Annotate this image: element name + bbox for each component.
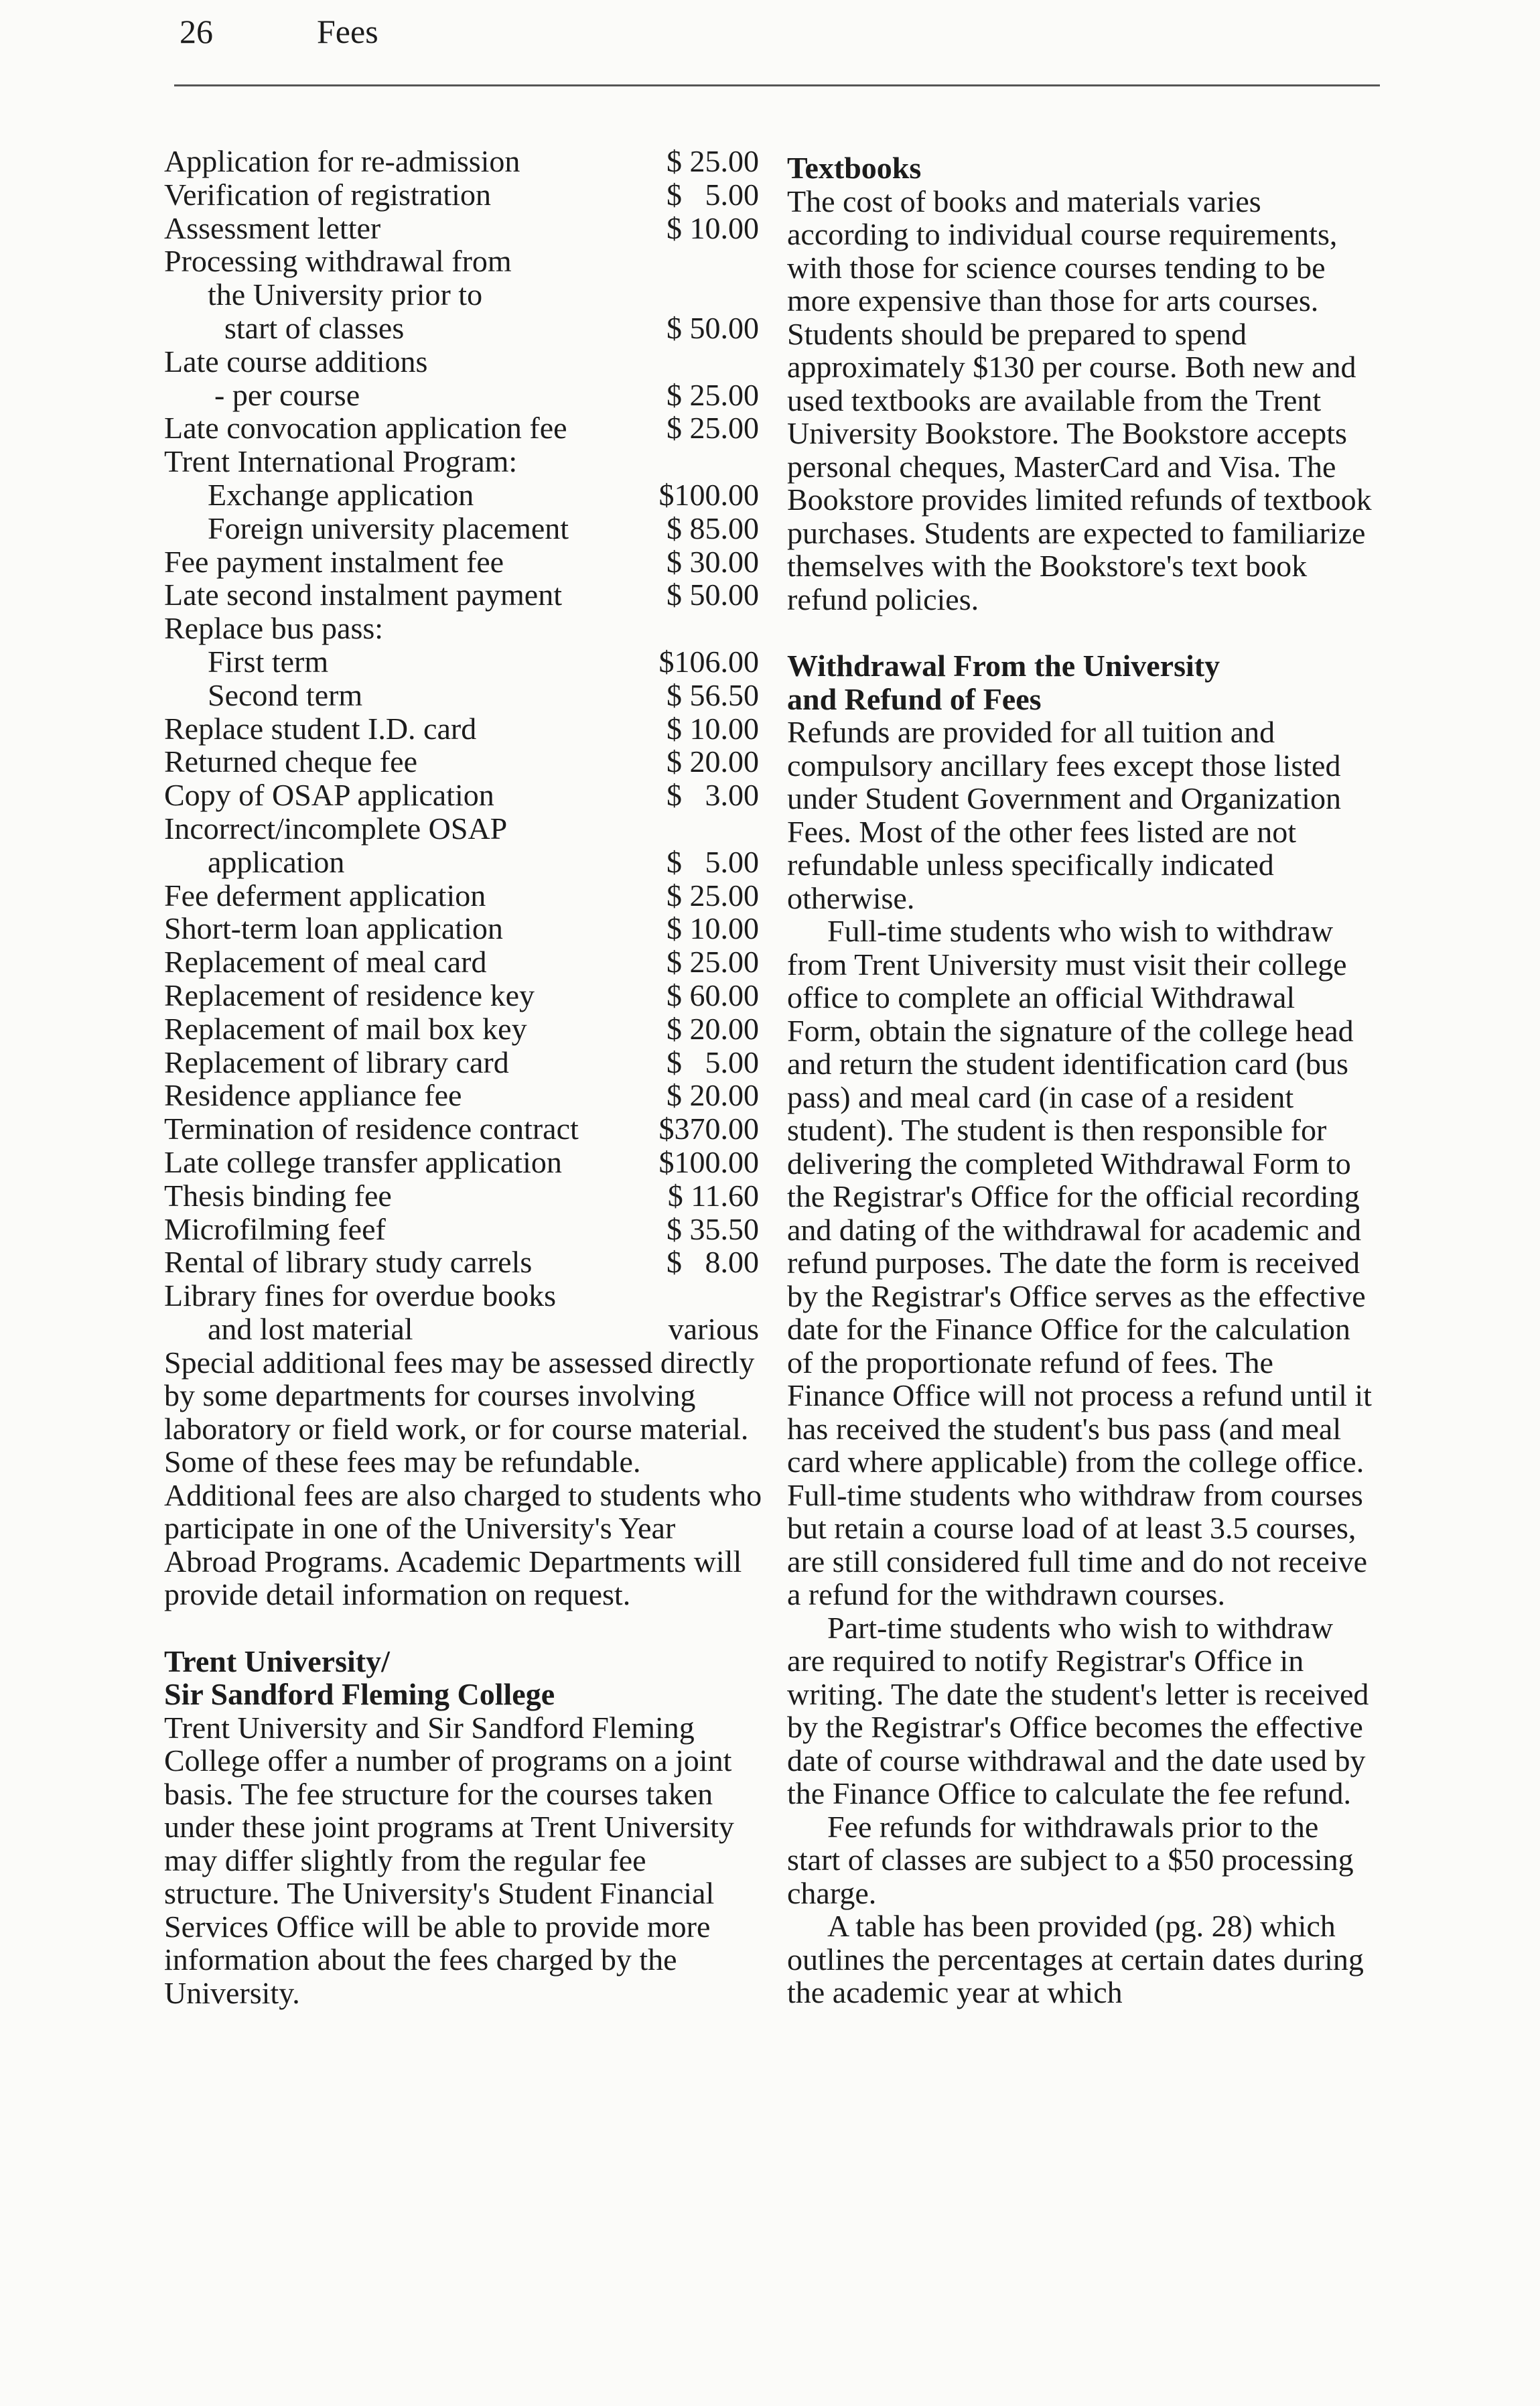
fee-row [164, 445, 767, 478]
fee-row [164, 1246, 767, 1279]
fee-label: Processing withdrawal from [164, 244, 512, 279]
fee-row [164, 679, 767, 712]
fee-label: Second term [208, 677, 363, 712]
fee-label: Fee payment instalment fee [164, 544, 504, 579]
fee-label: - per course [214, 377, 360, 412]
withdrawal-heading-line1: Withdrawal From the University [787, 649, 1220, 683]
joint-programs-paragraph: Trent University and Sir Sandford Fleming College offer a number of programs on a joint basis. The fee structure for the courses taken under these joint programs at Trent University may differ slightly from the regular fee structure. The University's Student Financial Services Office will be able to provide more information about the fees charged by the University. [164, 1710, 734, 2010]
fee-amount: $100.00 [658, 1144, 759, 1179]
fee-row [164, 1046, 767, 1079]
special-fees-paragraph: Special additional fees may be assessed directly by some departments for courses involving laboratory or field work, or for course material. Some of these fees may be refundable. Additional fees are also charged to students who participate in one of the University's Year Abroad Programs. Academic Departments will provide detail information on request. [164, 1345, 762, 1612]
fee-row [164, 345, 767, 379]
fee-label: Rental of library study carrels [164, 1245, 533, 1280]
running-head: Fees [317, 13, 378, 50]
fee-row [164, 512, 767, 545]
fee-row [164, 846, 767, 879]
fee-list [164, 145, 767, 1346]
fee-amount: $ 5.00 [667, 177, 759, 212]
fee-label: Verification of registration [164, 177, 491, 212]
withdrawal-paragraph-2: Full-time students who wish to withdraw from Trent University must visit their college office to complete an official Withdrawal Form, obtain the signature of the college head and return the student identification card (bus pass) and meal card (in case of a resident student). The student is then responsible for delivering the completed Withdrawal Form to the Registrar's Office for the official recording and dating of the withdrawal for academic and refund purposes. The date the form is received by the Registrar's Office serves as the effective date for the Finance Office for the calculation of the proportionate refund of fees. The Finance Office will not process a refund until it has received the student's bus pass (and meal card where applicable) from the college office. Full-time students who withdraw from courses but retain a course load of at least 3.5 courses, are still considered full time and do not receive a refund for the withdrawn courses. [787, 914, 1372, 1611]
fee-amount: $ 5.00 [667, 844, 759, 879]
joint-heading-line1: Trent University/ [164, 1644, 390, 1678]
fee-amount: $ 25.00 [667, 878, 759, 913]
withdrawal-heading-line2: and Refund of Fees [787, 681, 1042, 716]
fee-row [164, 879, 767, 913]
fee-amount: $ 25.00 [667, 377, 759, 412]
fee-row [164, 212, 767, 245]
fee-row [164, 945, 767, 979]
fee-label: application [208, 844, 345, 879]
left-column [164, 145, 767, 2009]
fee-row [164, 245, 767, 278]
fee-amount: $ 25.00 [667, 945, 759, 980]
withdrawal-paragraph-1: Refunds are provided for all tuition and compulsory ancillary fees except those listed under Student Government and Organization Fees. Most of the other fees listed are not refundable unless specifically indicated otherwise. [787, 715, 1341, 915]
fee-amount: $ 8.00 [667, 1245, 759, 1280]
fee-amount: $370.00 [658, 1112, 759, 1146]
fee-label: Copy of OSAP application [164, 778, 494, 813]
fee-amount: $ 50.00 [667, 578, 759, 612]
textbooks-heading: Textbooks [787, 151, 922, 185]
header-rule [174, 84, 1380, 86]
fee-row [164, 411, 767, 445]
fee-label: and lost material [208, 1311, 413, 1346]
fee-row [164, 1112, 767, 1146]
fee-amount: $ 20.00 [667, 744, 759, 779]
fee-label: Late course additions [164, 344, 428, 379]
fee-label: Application for re-admission [164, 144, 520, 178]
withdrawal-paragraph-3: Part-time students who wish to withdraw are required to notify Registrar's Office in writing. The date the student's letter is received by the Registrar's Office becomes the effective date of course withdrawal and the date used by the Finance Office to calculate the fee refund. [787, 1610, 1369, 1810]
fee-row [164, 779, 767, 812]
fee-row [164, 1179, 767, 1213]
fee-label: Replacement of residence key [164, 978, 535, 1012]
fee-label: Replace bus pass: [164, 611, 384, 646]
fee-row [164, 712, 767, 746]
fee-label: Replace student I.D. card [164, 711, 477, 746]
fee-label: Incorrect/incomplete OSAP [164, 811, 508, 846]
fee-label: start of classes [224, 310, 405, 345]
fee-row [164, 145, 767, 178]
fee-amount: $ 85.00 [667, 511, 759, 545]
fee-label: Late second instalment payment [164, 578, 562, 612]
fee-amount: $ 35.50 [667, 1211, 759, 1246]
fee-amount: $ 50.00 [667, 310, 759, 345]
fee-amount: $ 10.00 [667, 911, 759, 946]
fee-row [164, 645, 767, 679]
fee-label: First term [208, 644, 329, 679]
fee-row [164, 912, 767, 945]
fee-amount: $ 25.00 [667, 411, 759, 446]
page-number: 26 [180, 13, 213, 50]
fee-label: Foreign university placement [208, 511, 569, 545]
right-column [787, 151, 1377, 2009]
fee-label: Fee deferment application [164, 878, 486, 913]
fee-row [164, 1079, 767, 1112]
fee-row [164, 612, 767, 645]
textbooks-paragraph: The cost of books and materials varies according to individual course requirements, with those for science courses tending to be more expensive than those for arts courses. Students should be prepared to spend approximately $130 per course. Both new and used textbooks are available from the Trent University Bookstore. The Bookstore accepts personal cheques, MasterCard and Visa. The Bookstore provides limited refunds of textbook purchases. Students are expected to familiarize themselves with the Bookstore's text book refund policies. [787, 184, 1372, 616]
fee-amount: $ 11.60 [667, 1178, 759, 1213]
fee-label: Library fines for overdue books [164, 1278, 557, 1313]
withdrawal-paragraph-4: Fee refunds for withdrawals prior to the start of classes are subject to a $50 processing charge. [787, 1809, 1354, 1910]
fee-row [164, 812, 767, 846]
fee-amount: $ 3.00 [667, 778, 759, 813]
fee-amount: $ 20.00 [667, 1078, 759, 1113]
fee-row [164, 1012, 767, 1046]
fee-row [164, 312, 767, 345]
withdrawal-paragraph-5: A table has been provided (pg. 28) which outlines the percentages at certain dates during the academic year at which [787, 1909, 1364, 2009]
fee-label: Returned cheque fee [164, 744, 418, 779]
fee-row [164, 379, 767, 412]
fee-row [164, 578, 767, 612]
fee-label: Late convocation application fee [164, 411, 567, 446]
fee-row [164, 545, 767, 579]
fee-amount: $ 30.00 [667, 544, 759, 579]
fee-label: Late college transfer application [164, 1144, 562, 1179]
fee-row [164, 979, 767, 1012]
fee-label: Trent International Program: [164, 444, 518, 479]
fee-amount: $ 10.00 [667, 711, 759, 746]
fee-label: Residence appliance fee [164, 1078, 462, 1113]
fee-row [164, 1279, 767, 1313]
fee-amount: various [668, 1311, 759, 1346]
fee-label: Replacement of library card [164, 1045, 509, 1079]
fee-amount: $ 56.50 [667, 677, 759, 712]
fee-row [164, 178, 767, 212]
fee-amount: $ 5.00 [667, 1045, 759, 1079]
fee-row [164, 478, 767, 512]
fee-label: Assessment letter [164, 210, 381, 245]
fee-label: Replacement of meal card [164, 945, 487, 980]
fee-amount: $100.00 [658, 477, 759, 512]
fee-amount: $106.00 [658, 644, 759, 679]
joint-heading-line2: Sir Sandford Fleming College [164, 1677, 555, 1712]
fee-label: the University prior to [208, 277, 483, 312]
fee-label: Thesis binding fee [164, 1178, 392, 1213]
fee-label: Replacement of mail box key [164, 1011, 527, 1046]
fee-label: Termination of residence contract [164, 1112, 579, 1146]
fee-amount: $ 25.00 [667, 144, 759, 178]
fee-amount: $ 10.00 [667, 210, 759, 245]
fee-label: Microfilming feef [164, 1211, 386, 1246]
fee-row [164, 1213, 767, 1246]
fee-label: Short-term loan application [164, 911, 503, 946]
fee-row [164, 278, 767, 312]
fee-label: Exchange application [208, 477, 474, 512]
fee-row [164, 1313, 767, 1346]
fee-amount: $ 20.00 [667, 1011, 759, 1046]
fee-row [164, 745, 767, 779]
fee-amount: $ 60.00 [667, 978, 759, 1012]
fee-row [164, 1146, 767, 1179]
